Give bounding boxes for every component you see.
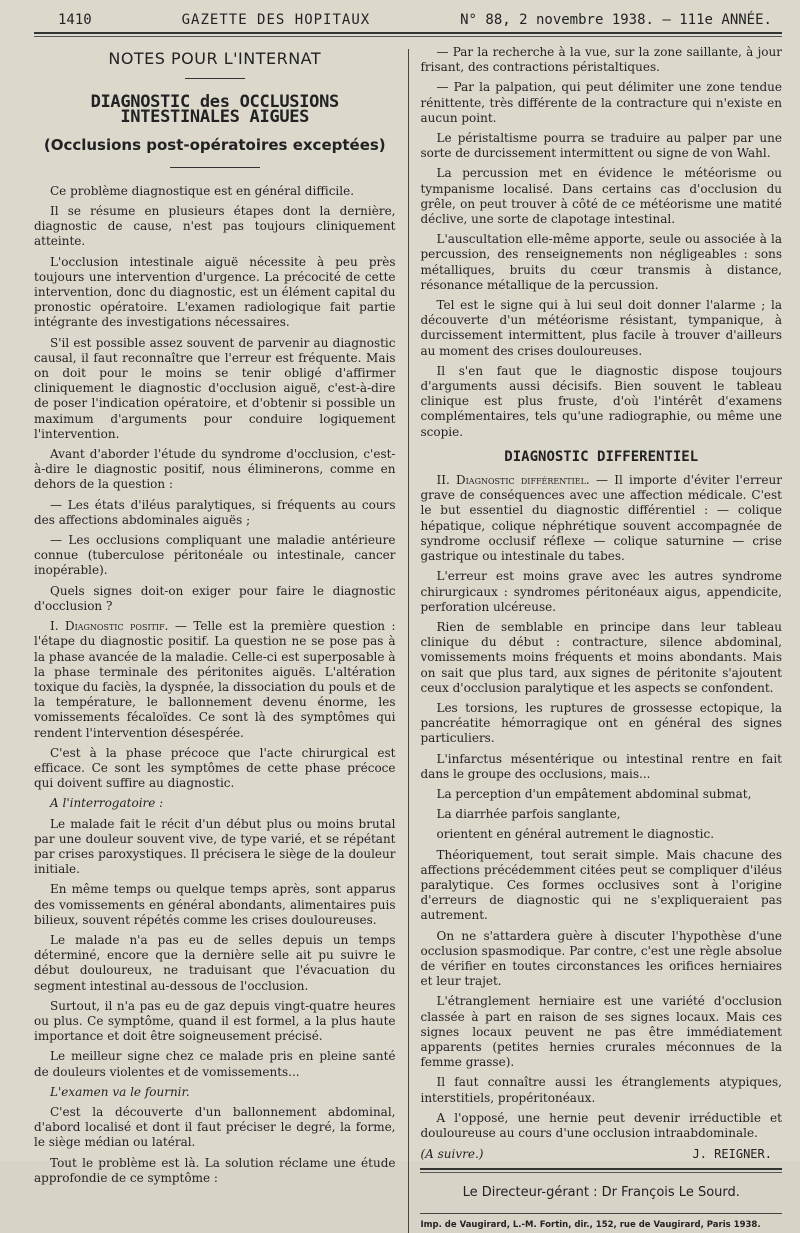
- paragraph: La diarrhée parfois sanglante,: [436, 807, 621, 822]
- paragraph: Le malade n'a pas eu de selles depuis un temps déterminé, encore que la dernière selle ait pu suivre le début douloureux, ne traduisant que l'évacuation du segment intestinal au-dessous de l'occlusion.: [34, 932, 396, 993]
- paragraph: La percussion met en évidence le météorisme ou tympanisme localisé. Dans certains cas d'occlusion du grêle, on peut trouver à côté de ce météorisme une matité déclive, une sorte de clapotage intestinal.: [420, 166, 782, 227]
- paragraph: [420, 473, 782, 564]
- paragraph: A l'opposé, une hernie peut devenir irréductible et douloureuse au cours d'une occlusion intraabdominale.: [420, 1110, 782, 1140]
- director-line: Le Directeur-gérant : Dr François Le Sourd.: [462, 1185, 740, 1201]
- paragraph: On ne s'attardera guère à discuter l'hypothèse d'une occlusion spasmodique. Par contre, c'est une règle absolue de vérifier en toutes circonstances les orifices herniaires et leur trajet.: [420, 928, 782, 989]
- paragraph: Surtout, il n'a pas eu de gaz depuis vingt-quatre heures ou plus. Ce symptôme, quand il est formel, a la plus haute importance et doit être soigneusement précisé.: [34, 998, 396, 1044]
- paragraph: Quels signes doit-on exiger pour faire le diagnostic d'occlusion ?: [34, 583, 396, 613]
- paragraph: Tel est le signe qui à lui seul doit donner l'alarme ; la découverte d'un météorisme résistant, tympanique, à durcissement intermittent, plus facile à trouver d'ailleurs au moment des crises douloureuses.: [420, 298, 782, 358]
- column-divider: [408, 49, 409, 1233]
- paragraph: L'examen va le fournir.: [50, 1084, 190, 1099]
- paragraph: Ce problème diagnostique est en général difficile.: [50, 183, 355, 198]
- paragraph: — Les états d'iléus paralytiques, si fréquents au cours des affections abdominales aiguës ;: [34, 497, 396, 527]
- end-rule: [420, 1168, 782, 1173]
- journal-name: GAZETTE DES HOPITAUX: [181, 12, 371, 28]
- paragraph: Le meilleur signe chez ce malade pris en pleine santé de douleurs violentes et de vomissements...: [34, 1049, 396, 1079]
- page-header: [34, 12, 782, 30]
- author-name: J. REIGNER.: [692, 1147, 772, 1162]
- paragraph: Avant d'aborder l'étude du syndrome d'occlusion, c'est-à-dire le diagnostic positif, nous éliminerons, comme en dehors de la question :: [34, 447, 396, 492]
- paragraph: Il faut connaître aussi les étranglements atypiques, interstitiels, propéritonéaux.: [420, 1075, 782, 1105]
- header-rule: [34, 32, 782, 37]
- paragraph: Les torsions, les ruptures de grossesse ectopique, la pancréatite hémorragique ont en général des signes particuliers.: [420, 700, 782, 746]
- title-rule: [170, 167, 260, 168]
- paragraph: — Par la recherche à la vue, sur la zone saillante, à jour frisant, des contractions péristaltiques.: [420, 45, 782, 75]
- paragraph: La perception d'un empâtement abdominal submat,: [436, 786, 752, 801]
- paragraph: Il se résume en plusieurs étapes dont la dernière, diagnostic de cause, n'est pas toujours cliniquement atteinte.: [34, 204, 396, 249]
- paragraph: Le péristaltisme pourra se traduire au palper par une sorte de durcissement intermittent ou signe de von Wahl.: [420, 131, 782, 161]
- section-heading: DIAGNOSTIC DIFFERENTIEL: [504, 448, 699, 465]
- paragraph: orientent en général autrement le diagnostic.: [436, 827, 715, 842]
- paragraph: — Les occlusions compliquant une maladie antérieure connue (tuberculose péritonéale ou intestinale, cancer inopérable).: [34, 533, 396, 578]
- article-title: DIAGNOSTIC des OCCLUSIONS INTESTINALES AIGUES: [90, 92, 339, 128]
- paragraph: Tout le problème est là. La solution réclame une étude approfondie de ce symptôme :: [34, 1155, 396, 1185]
- paragraph: C'est la découverte d'un ballonnement abdominal, d'abord localisé et dont il faut préciser le degré, la forme, le siège médian ou latéral.: [34, 1104, 396, 1150]
- article-subtitle: (Occlusions post-opératoires exceptées): [43, 135, 386, 154]
- paragraph-text: — Il importe d'éviter l'erreur grave de conséquences avec une affection médicale. C'est le but essentiel du diagnostic différentiel : — colique hépatique, colique néphrétique souvent accompagnée de syndrome occlusif réflexe — colique saturnine — crise gastrique ou intestinale du tabes.: [420, 473, 782, 564]
- short-rule: [185, 78, 245, 79]
- issue-info: N° 88, 2 novembre 1938. — 111e ANNÉE.: [460, 12, 772, 28]
- paragraph: [34, 619, 396, 741]
- paragraph: Rien de semblable en principe dans leur tableau clinique du début : contracture, silence abdominal, vomissements moins fréquents et moins abondants. Mais on sait que plus tard, aux signes de péritonite s'ajoutent ceux d'occlusion paralytique et les aspects se confondent.: [420, 619, 782, 695]
- paragraph: L'auscultation elle-même apporte, seule ou associée à la percussion, des renseignements non négligeables : sons métalliques, bruits du cœur transmis à distance, résonance métallique de la percussion.: [420, 232, 782, 292]
- left-column: [34, 45, 396, 1233]
- columns: [34, 45, 782, 1233]
- paragraph: Il s'en faut que le diagnostic dispose toujours d'arguments aussi décisifs. Bien souvent le tableau clinique est plus fruste, d'où l'intérêt d'examens complémentaires, tels qu'une radiographie, ou même une scopie.: [420, 363, 782, 439]
- right-column: [420, 45, 782, 1233]
- notes-heading: NOTES POUR L'INTERNAT: [108, 49, 322, 68]
- paragraph: — Par la palpation, qui peut délimiter une zone tendue rénittente, très différente de la contracture qui n'existe en aucun point.: [420, 80, 782, 125]
- paragraph: Théoriquement, tout serait simple. Mais chacune des affections précédemment citées peut se compliquer d'iléus paralytique. Ces formes occlusives sont à l'origine d'erreurs de diagnostic qui ne s'expliqueraient pas autrement.: [420, 847, 782, 923]
- paragraph: L'erreur est moins grave avec les autres syndrome chirurgicaux : syndromes péritonéaux aigus, appendicite, perforation ulcéreuse.: [420, 569, 782, 614]
- page-number: 1410: [58, 12, 92, 28]
- paragraph: En même temps ou quelque temps après, sont apparus des vomissements en général abondants, alimentaires puis bilieux, souvent répétés comme les crises douloureuses.: [34, 882, 396, 927]
- paragraph-text: — Telle est la première question : l'étape du diagnostic positif. La question ne se pose pas à la phase avancée de la maladie. Celle-ci est superposable à la phase terminale des péritonites aiguës. L'altération toxique du faciès, la dyspnée, la dissociation du pouls et de la température, le ballonnement devenu énorme, les vomissements fécaloïdes. Ce sont là des symptômes qui rendent l'intervention désespérée.: [34, 619, 396, 740]
- paragraph: L'occlusion intestinale aiguë nécessite à peu près toujours une intervention d'urgence. La précocité de cette intervention, donc du diagnostic, est un élément capital du pronostic opératoire. L'examen radiologique fait partie intégrante des investigations nécessaires.: [34, 254, 396, 330]
- to-be-continued: (A suivre.): [420, 1147, 484, 1162]
- paragraph: S'il est possible assez souvent de parvenir au diagnostic causal, il faut reconnaître que l'erreur est fréquente. Mais on doit pour le moins se tenir obligé d'affirmer cliniquement le diagnostic d'occlusion aiguë, c'est-à-dire de poser l'indication opératoire, et d'obtenir si possible un maximum d'arguments pour conduire logiquement l'intervention.: [34, 335, 396, 441]
- section-lead: I. Diagnostic positif.: [50, 619, 169, 634]
- section-lead: II. Diagnostic différentiel.: [436, 473, 590, 488]
- paragraph: C'est à la phase précoce que l'acte chirurgical est efficace. Ce sont les symptômes de cette phase précoce qui doivent suffire au diagnostic.: [34, 745, 396, 791]
- paragraph: Le malade fait le récit d'un début plus ou moins brutal par une douleur souvent vive, de type varié, et se répétant par crises paroxystiques. Il précisera le siège de la douleur initiale.: [34, 816, 396, 877]
- paragraph: L'infarctus mésentérique ou intestinal rentre en fait dans le groupe des occlusions, mais...: [420, 751, 782, 781]
- paragraph: A l'interrogatoire :: [50, 796, 164, 811]
- imprint-line: Imp. de Vaugirard, L.-M. Fortin, dir., 152, rue de Vaugirard, Paris 1938.: [420, 1213, 782, 1233]
- article-signature: [420, 1147, 782, 1162]
- paragraph: L'étranglement herniaire est une variété d'occlusion classée à part en raison de ses signes locaux. Mais ces signes locaux peuvent ne pas être immédiatement apparents (petites hernies crurales méconnues de la femme grasse).: [420, 994, 782, 1070]
